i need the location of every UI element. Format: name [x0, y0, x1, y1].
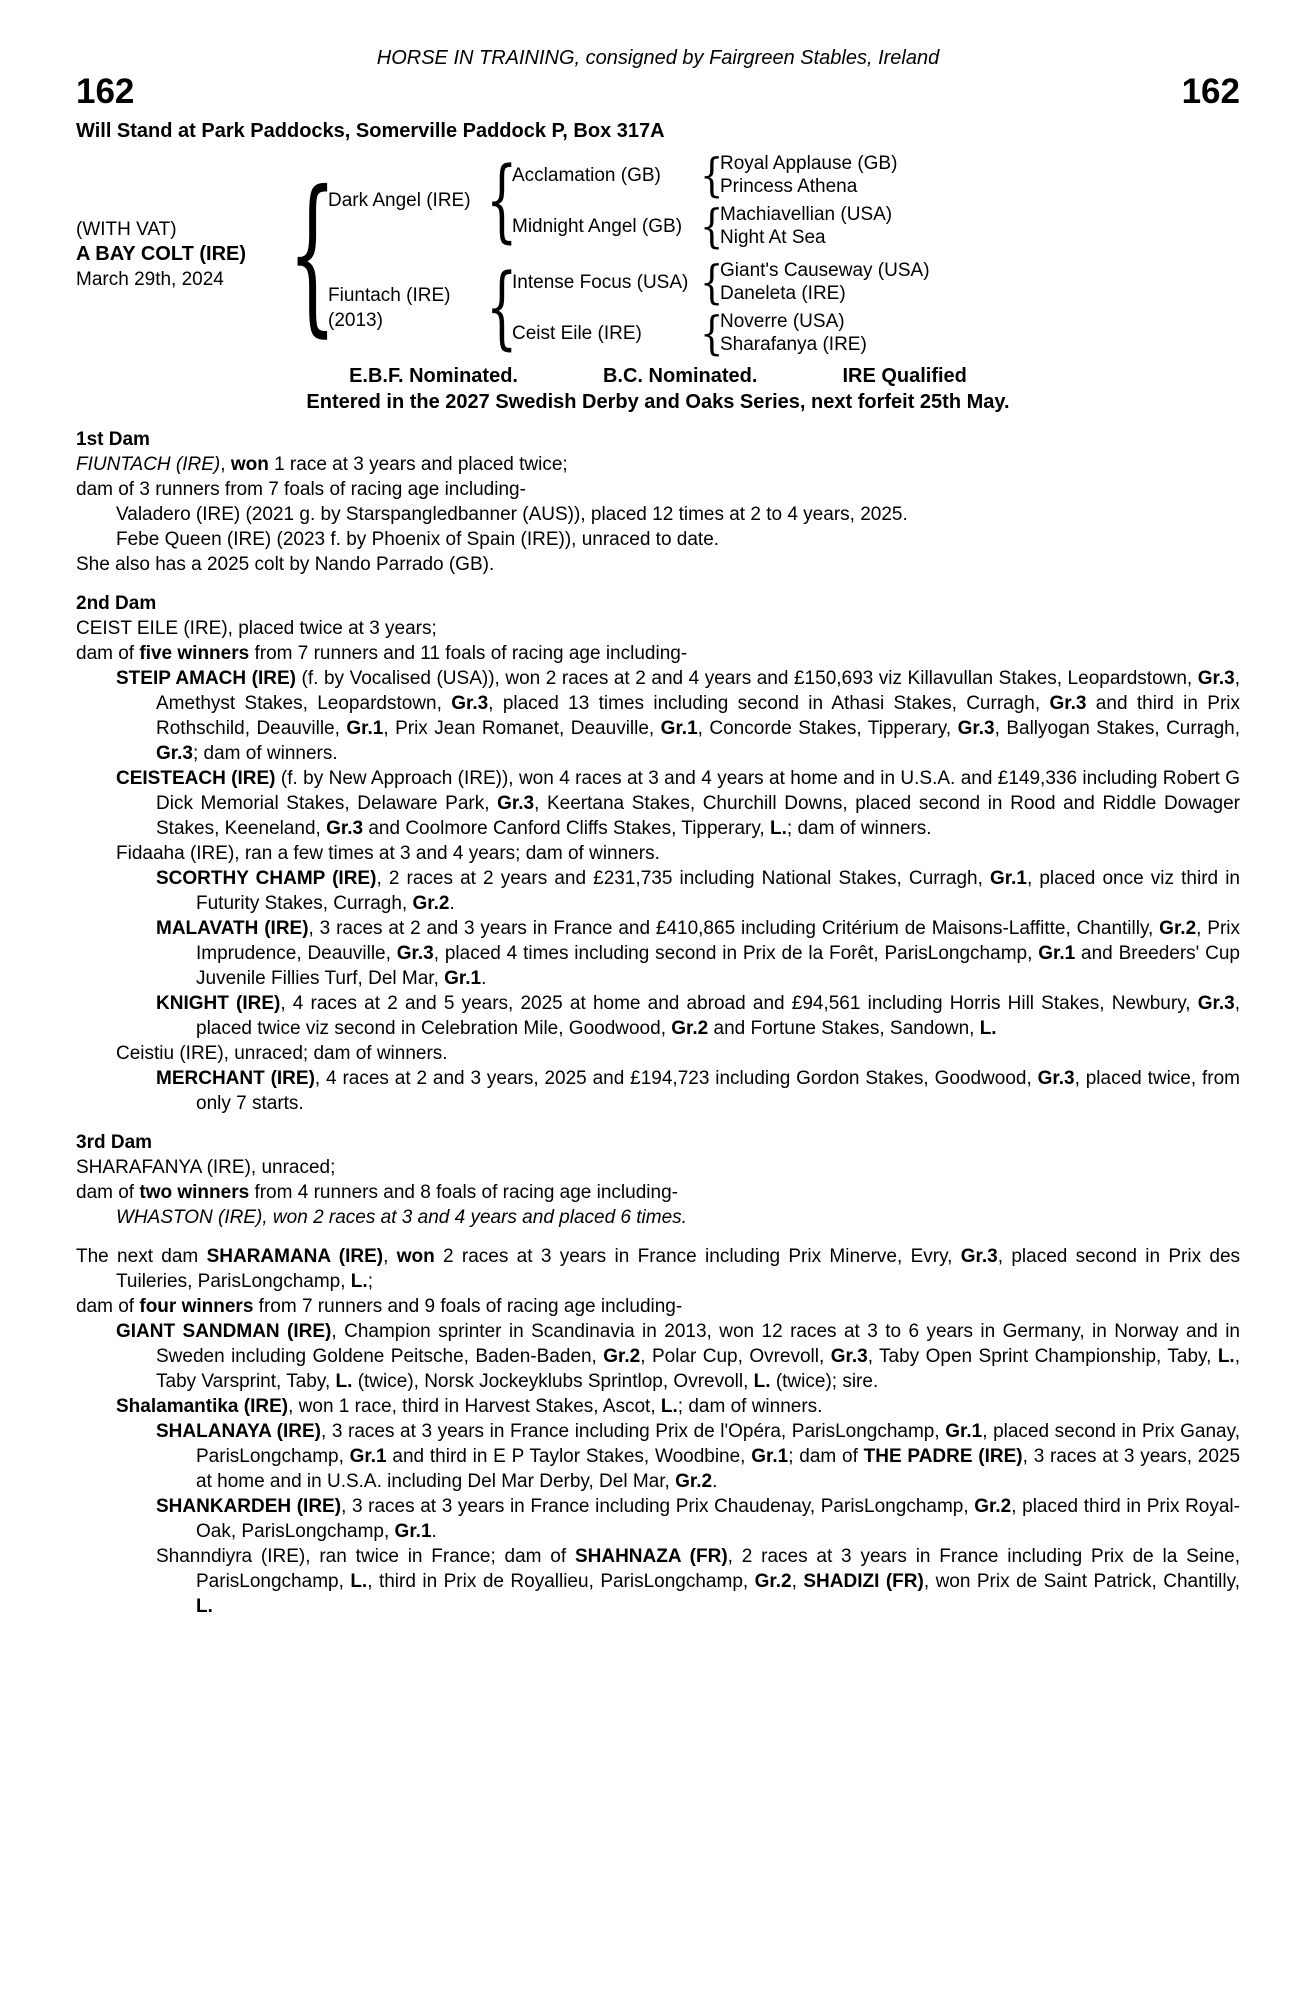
text-run: Gr.3 [451, 693, 489, 714]
para-she-also [76, 552, 1240, 577]
para-next-dam [76, 1244, 1240, 1294]
text-run: , 4 races at 2 and 5 years, 2025 at home and abroad and £94,561 including Horris Hill Stakes, Newbury, [280, 993, 1198, 1014]
ebf-nominated-label: E.B.F. Nominated. [349, 365, 518, 387]
text-run: MERCHANT (IRE) [156, 1068, 315, 1089]
nominations-row [76, 364, 1240, 389]
text-run: four winners [139, 1296, 254, 1317]
text-run: KNIGHT (IRE) [156, 993, 281, 1014]
granddam-name: Midnight Angel (GB) [512, 215, 683, 237]
dam-year: (2013) [328, 309, 383, 331]
text-run: , [220, 454, 231, 475]
dam-brace [486, 263, 512, 353]
text-run: , Champion sprinter in Scandinavia in 2013, won 12 races at 3 to 6 years in Germany, in Norway and in Sweden including Goldene Peitsche, Baden-Baden, [156, 1321, 1240, 1367]
text-run: The next dam [76, 1246, 207, 1267]
text-run: dam of 3 runners from 7 foals of racing age including- [76, 479, 526, 500]
text-run: , 2 races at 2 years and £231,735 including National Stakes, Curragh, [376, 868, 990, 889]
text-run: , Taby Varsprint, Taby, [156, 1346, 1240, 1392]
text-run: . [481, 968, 487, 989]
text-run: and third in Prix Rothschild, Deauville, [156, 693, 1240, 739]
text-run: SHAHNAZA (FR) [574, 1546, 728, 1567]
heading-1st-dam [76, 427, 1240, 452]
text-run: , Taby Open Sprint Championship, Taby, [867, 1346, 1218, 1367]
text-run: , placed third in Prix Royal-Oak, ParisLongchamp, [196, 1496, 1240, 1542]
text-run: , placed second in Prix des Tuileries, ParisLongchamp, [116, 1246, 1241, 1292]
consignor-line: HORSE IN TRAINING, consigned by Fairgreen Stables, Ireland [376, 47, 940, 69]
sire-brace [486, 156, 512, 246]
text-run: Gr.3 [1049, 693, 1087, 714]
text-run: CEIST EILE (IRE), placed twice at 3 years; [76, 618, 437, 639]
sire-name-block [328, 188, 486, 213]
text-run: five winners [139, 643, 250, 664]
text-run: ; dam of winners. [786, 818, 932, 839]
text-run: Gr.1 [945, 1421, 983, 1442]
text-run: , 3 races at 2 and 3 years in France and £410,865 including Critérium de Maisons-Laffitte, Chantilly, [308, 918, 1160, 939]
pedigree-main-brace [288, 169, 328, 339]
text-run: Gr.2 [603, 1346, 641, 1367]
bc-nominated-label: B.C. Nominated. [602, 365, 758, 387]
text-run: , Polar Cup, Ovrevoll, [640, 1346, 831, 1367]
text-run: SHALANAYA (IRE) [156, 1421, 321, 1442]
text-run: , [383, 1246, 397, 1267]
sire-unit [328, 152, 1240, 249]
text-run: won [396, 1246, 435, 1267]
heading-2nd-dam [76, 591, 1240, 616]
text-run: , Prix Jean Romanet, Deauville, [383, 718, 661, 739]
grandparent-unit [512, 203, 1240, 249]
text-run: THE PADRE (IRE) [863, 1446, 1023, 1467]
text-run: 2 races at 3 years in France including Prix Minerve, Evry, [434, 1246, 961, 1267]
text-run: SHARAMANA (IRE) [206, 1246, 384, 1267]
text-run: CEISTEACH (IRE) [116, 768, 276, 789]
great-granddam-name: Sharafanya (IRE) [720, 334, 867, 355]
text-run: Gr.1 [1038, 943, 1076, 964]
entry-series-line: Entered in the 2027 Swedish Derby and Oaks Series, next forfeit 25th May. [306, 391, 1010, 413]
horse-name: A BAY COLT (IRE) [76, 242, 247, 265]
text-run: , Concorde Stakes, Tipperary, [697, 718, 958, 739]
text-run: Gr.1 [346, 718, 384, 739]
grandparent-brace [700, 203, 720, 249]
text-run: , placed 4 times including second in Prix de la Forêt, ParisLongchamp, [433, 943, 1039, 964]
para-shalanaya [76, 1419, 1240, 1494]
para-sharafanya-dam-of [76, 1180, 1240, 1205]
text-run: , placed second in Prix Ganay, ParisLongchamp, [196, 1421, 1240, 1467]
pedigree-tree [76, 152, 1240, 356]
text-run: , placed 13 times including second in Athasi Stakes, Curragh, [488, 693, 1050, 714]
text-run: , third in Prix de Royallieu, ParisLongchamp, [367, 1571, 755, 1592]
grandparent-brace [700, 259, 720, 305]
sire-grandparents [512, 152, 1240, 249]
para-sharamana-dam-of [76, 1294, 1240, 1319]
text-run: , won 2 races at 3 and 4 years and placed 6 times. [262, 1207, 687, 1228]
text-run: Gr.3 [156, 743, 193, 764]
text-run: ; dam of winners. [192, 743, 338, 764]
text-run: WHASTON (IRE) [116, 1207, 263, 1228]
text-run: Gr.1 [751, 1446, 789, 1467]
great-grandsire-name: Machiavellian (USA) [720, 204, 893, 225]
text-run: and Fortune Stakes, Sandown, [708, 1018, 980, 1039]
text-run: ; dam of [788, 1446, 864, 1467]
para-ceisteach [76, 766, 1240, 841]
text-run: and Breeders' Cup Juvenile Fillies Turf, Del Mar, [196, 943, 1240, 989]
text-run: MALAVATH (IRE) [156, 918, 309, 939]
grandparent-unit [512, 310, 1240, 356]
text-run: She also has a 2025 colt by Nando Parrado (GB). [76, 554, 495, 575]
text-run: dam of [76, 1296, 140, 1317]
text-run: L. [770, 818, 787, 839]
text-run: . [431, 1521, 437, 1542]
text-run: , 2 races at 3 years in France including Prix de la Seine, ParisLongchamp, [196, 1546, 1241, 1592]
text-run: , Keertana Stakes, Churchill Downs, placed second in Rood and Riddle Dowager Stakes, Keeneland, [156, 793, 1240, 839]
text-run: , 3 races at 3 years in France including Prix de l'Opéra, ParisLongchamp, [321, 1421, 946, 1442]
grandparent-unit [512, 152, 1240, 198]
text-run: , [791, 1571, 804, 1592]
para-ceist-eile [76, 616, 1240, 641]
horse-info-block [76, 217, 288, 292]
vat-note: (WITH VAT) [76, 218, 177, 240]
great-granddam-name: Princess Athena [720, 176, 858, 197]
grandparent-brace [700, 152, 720, 198]
text-run: Gr.3 [960, 1246, 998, 1267]
text-run: L. [350, 1271, 368, 1292]
text-run: from 4 runners and 8 foals of racing age including- [249, 1182, 678, 1203]
text-run: Gr.1 [660, 718, 698, 739]
text-run: Gr.3 [1197, 668, 1235, 689]
great-grandparents [720, 259, 1240, 305]
dam-unit [328, 259, 1240, 356]
text-run: L. [660, 1396, 678, 1417]
stand-location-line: Will Stand at Park Paddocks, Somerville Paddock P, Box 317A [76, 120, 665, 142]
text-run: Gr.3 [326, 818, 364, 839]
text-run: from 7 runners and 9 foals of racing age including- [253, 1296, 683, 1317]
para-steip-amach [76, 666, 1240, 766]
text-run: L. [753, 1371, 771, 1392]
text-run: ; dam of winners. [677, 1396, 823, 1417]
great-granddam-name: Daneleta (IRE) [720, 283, 846, 304]
text-run: SHADIZI (FR) [803, 1571, 924, 1592]
dam-grandparents [512, 259, 1240, 356]
text-run: Valadero (IRE) (2021 g. by Starspangledbanner (AUS)), placed 12 times at 2 to 4 years, 2025. [116, 504, 908, 525]
great-grandsire-name: Noverre (USA) [720, 311, 845, 332]
great-grandsire-name: Royal Applause (GB) [720, 153, 898, 174]
para-ceistiu [76, 1041, 1240, 1066]
para-shankardeh [76, 1494, 1240, 1544]
great-grandparents [720, 310, 1240, 356]
para-shanndiyra [76, 1544, 1240, 1619]
text-run: (f. by Vocalised (USA)), won 2 races at 2 and 4 years and £150,693 viz Killavullan Stakes, Leopardstown, [296, 668, 1198, 689]
text-run: Gr.1 [394, 1521, 432, 1542]
text-run: L. [1217, 1346, 1235, 1367]
text-run: , placed once viz third in Futurity Stakes, Curragh, [196, 868, 1240, 914]
text-run: Shanndiyra (IRE), ran twice in France; dam of [156, 1546, 575, 1567]
text-run: GIANT SANDMAN (IRE) [116, 1321, 332, 1342]
dam-name: Fiuntach (IRE) [328, 284, 451, 306]
heading-3rd-dam [76, 1130, 1240, 1155]
catalogue-body [76, 427, 1240, 1619]
text-run: Gr.1 [349, 1446, 387, 1467]
text-run: SCORTHY CHAMP (IRE) [156, 868, 377, 889]
text-run: Gr.3 [497, 793, 535, 814]
text-run: two winners [139, 1182, 250, 1203]
text-run: . [449, 893, 455, 914]
ire-qualified-label: IRE Qualified [842, 365, 967, 387]
text-run: , Ballyogan Stakes, Curragh, [994, 718, 1240, 739]
text-run: L. [196, 1596, 213, 1617]
para-febe-queen [76, 527, 1240, 552]
text-run: Gr.1 [444, 968, 482, 989]
text-run: , 4 races at 2 and 3 years, 2025 and £194,723 including Gordon Stakes, Goodwood, [314, 1068, 1038, 1089]
grandsire-name: Acclamation (GB) [512, 164, 661, 186]
lot-number-left: 162 [76, 72, 135, 111]
text-run: and third in E P Taylor Stakes, Woodbine, [386, 1446, 752, 1467]
para-sharafanya [76, 1155, 1240, 1180]
text-run: , won 1 race, third in Harvest Stakes, Ascot, [288, 1396, 661, 1417]
para-fiuntach [76, 452, 1240, 477]
great-grandparents [720, 203, 1240, 249]
text-run: , placed twice, from only 7 starts. [196, 1068, 1240, 1114]
para-valadero [76, 502, 1240, 527]
text-run: Gr.2 [671, 1018, 709, 1039]
para-whaston [76, 1205, 1240, 1230]
grandparent-unit [512, 259, 1240, 305]
granddam-name: Ceist Eile (IRE) [512, 322, 642, 344]
text-run: L. [335, 1371, 353, 1392]
text-run: Fidaaha (IRE), ran a few times at 3 and 4 years; dam of winners. [116, 843, 660, 864]
text-run: L. [979, 1018, 997, 1039]
text-run: from 7 runners and 11 foals of racing age including- [249, 643, 688, 664]
text-run: Gr.2 [754, 1571, 792, 1592]
text-run: . [712, 1471, 718, 1492]
para-shalamantika [76, 1394, 1240, 1419]
dam-name-block [328, 283, 486, 333]
text-run: , won Prix de Saint Patrick, Chantilly, [923, 1571, 1240, 1592]
text-run: , Amethyst Stakes, Leopardstown, [156, 668, 1241, 714]
text-run: L. [350, 1571, 368, 1592]
text-run: Gr.2 [412, 893, 450, 914]
text-run: dam of [76, 1182, 140, 1203]
grandsire-name: Intense Focus (USA) [512, 271, 689, 293]
text-run: 1 race at 3 years and placed twice; [268, 454, 568, 475]
text-run: 1st Dam [76, 429, 150, 450]
para-giant-sandman [76, 1319, 1240, 1394]
lot-number-row [76, 73, 1240, 111]
text-run: Gr.3 [396, 943, 434, 964]
para-knight [76, 991, 1240, 1041]
text-run: dam of [76, 643, 140, 664]
para-malavath [76, 916, 1240, 991]
text-run: (f. by New Approach (IRE)), won 4 races at 3 and 4 years at home and in U.S.A. and £149,336 including Robert G Dick Memorial Stakes, Delaware Park, [156, 768, 1240, 814]
text-run: (twice); sire. [770, 1371, 879, 1392]
text-run: FIUNTACH (IRE) [76, 454, 221, 475]
sire-name: Dark Angel (IRE) [328, 190, 471, 211]
great-grandparents [720, 152, 1240, 198]
grandparent-brace [700, 310, 720, 356]
para-ceist-eile-dam-of [76, 641, 1240, 666]
text-run: and Coolmore Canford Cliffs Stakes, Tipperary, [363, 818, 770, 839]
para-fiuntach-dam-of [76, 477, 1240, 502]
text-run: (twice), Norsk Jockeyklubs Sprintlop, Ovrevoll, [352, 1371, 754, 1392]
para-merchant [76, 1066, 1240, 1116]
text-run: Gr.3 [957, 718, 995, 739]
text-run: , Prix Imprudence, Deauville, [196, 918, 1240, 964]
text-run: , placed twice viz second in Celebration Mile, Goodwood, [196, 993, 1241, 1039]
text-run: Gr.2 [675, 1471, 713, 1492]
text-run: won [230, 454, 269, 475]
text-run: 2nd Dam [76, 593, 157, 614]
lot-number-right: 162 [1181, 72, 1240, 111]
great-grandsire-name: Giant's Causeway (USA) [720, 260, 930, 281]
para-scorthy-champ [76, 866, 1240, 916]
text-run: Gr.3 [1037, 1068, 1075, 1089]
foaling-date: March 29th, 2024 [76, 268, 224, 290]
text-run: 3rd Dam [76, 1132, 153, 1153]
text-run: Gr.2 [1159, 918, 1197, 939]
text-run: Gr.1 [989, 868, 1027, 889]
text-run: Gr.2 [974, 1496, 1012, 1517]
text-run: SHARAFANYA (IRE), unraced; [76, 1157, 336, 1178]
text-run: Shalamantika (IRE) [116, 1396, 289, 1417]
text-run: Febe Queen (IRE) (2023 f. by Phoenix of Spain (IRE)), unraced to date. [116, 529, 720, 550]
text-run: ; [367, 1271, 373, 1292]
text-run: Gr.3 [830, 1346, 868, 1367]
para-fidaaha [76, 841, 1240, 866]
text-run: , 3 races at 3 years, 2025 at home and in U.S.A. including Del Mar Derby, Del Mar, [196, 1446, 1241, 1492]
great-granddam-name: Night At Sea [720, 227, 826, 248]
pedigree-parents [328, 152, 1240, 356]
text-run: STEIP AMACH (IRE) [116, 668, 296, 689]
text-run: Ceistiu (IRE), unraced; dam of winners. [116, 1043, 448, 1064]
text-run: SHANKARDEH (IRE) [156, 1496, 342, 1517]
text-run: Gr.3 [1197, 993, 1235, 1014]
text-run: , 3 races at 3 years in France including Prix Chaudenay, ParisLongchamp, [341, 1496, 975, 1517]
